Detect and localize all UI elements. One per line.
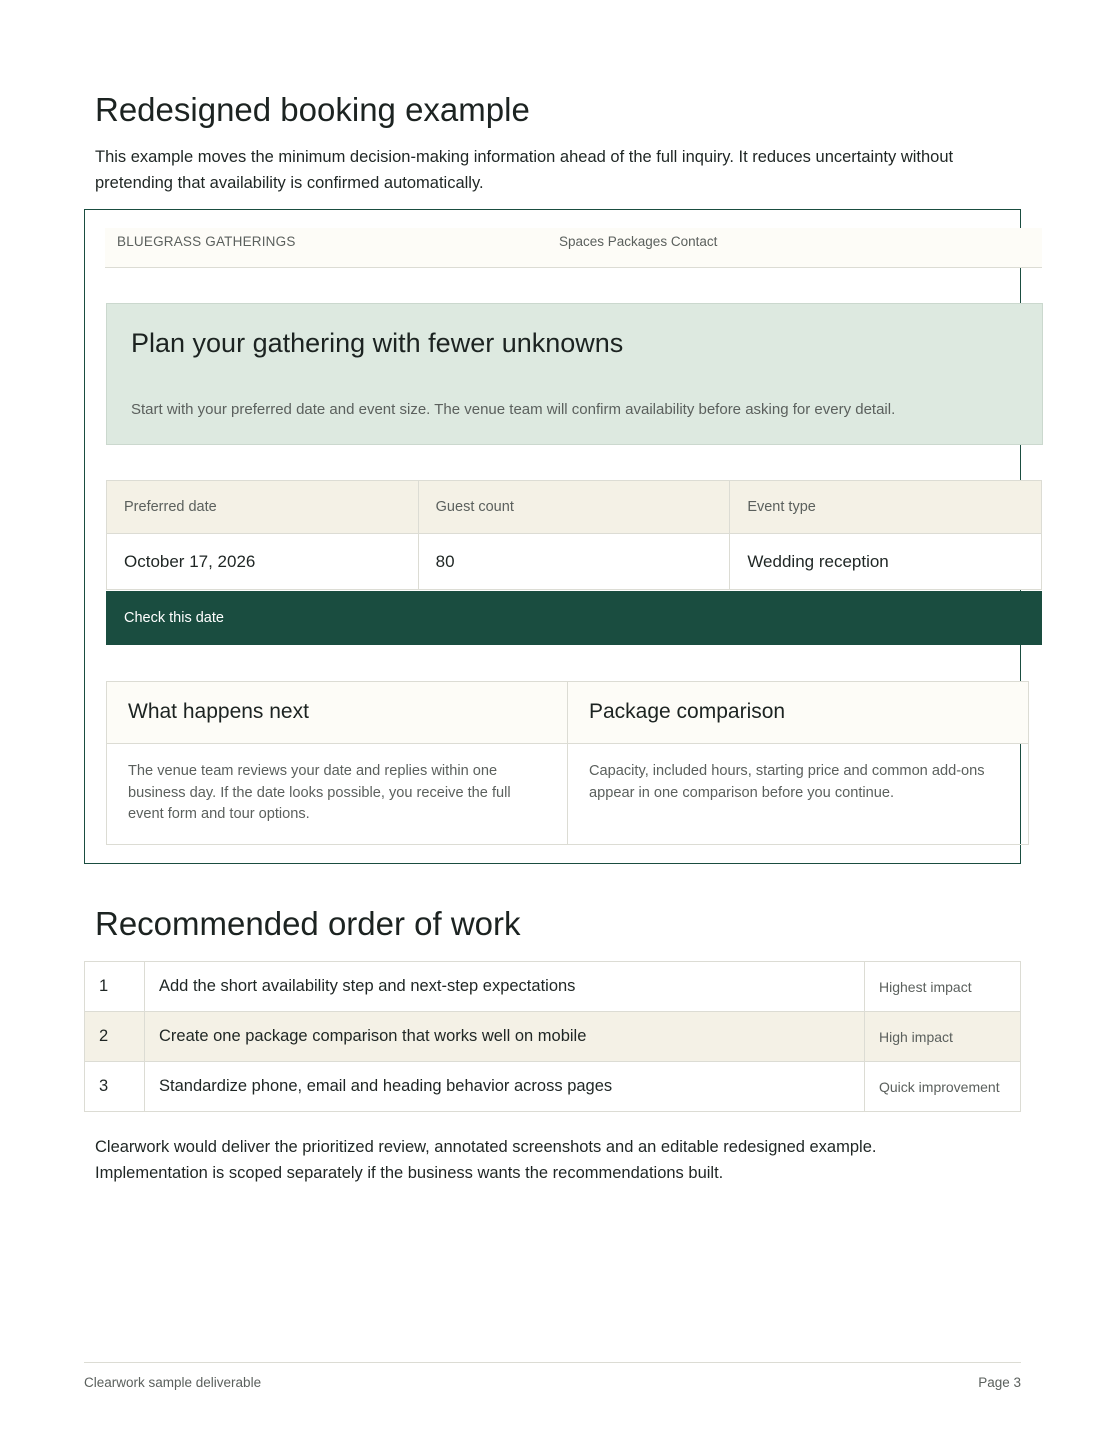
row-impact: High impact bbox=[865, 1012, 1021, 1062]
row-number: 3 bbox=[85, 1062, 145, 1112]
guest-count-field[interactable]: 80 bbox=[418, 534, 730, 590]
nav-links[interactable]: Spaces Packages Contact bbox=[559, 234, 718, 249]
event-type-field[interactable]: Wedding reception bbox=[730, 534, 1042, 590]
row-task: Create one package comparison that works well on mobile bbox=[145, 1012, 865, 1062]
field-label-guests: Guest count bbox=[418, 481, 730, 534]
page-number: Page 3 bbox=[978, 1375, 1021, 1390]
row-number: 1 bbox=[85, 962, 145, 1012]
section-title: Redesigned booking example bbox=[95, 91, 530, 128]
card-package-comparison bbox=[567, 682, 1028, 844]
table-row bbox=[85, 1062, 1021, 1112]
closing-line-2: Implementation is scoped separately if the business wants the recommendations built. bbox=[95, 1164, 724, 1182]
intro-line-2: pretending that availability is confirmed automatically. bbox=[95, 174, 484, 192]
order-title: Recommended order of work bbox=[95, 905, 521, 942]
hero-subtitle: Start with your preferred date and event size. The venue team will confirm availability before asking for every detail. bbox=[131, 401, 896, 418]
brand-logo-text[interactable]: BLUEGRASS GATHERINGS bbox=[117, 234, 296, 249]
field-label-event-type: Event type bbox=[730, 481, 1042, 534]
row-impact: Quick improvement bbox=[865, 1062, 1021, 1112]
info-cards bbox=[106, 681, 1029, 845]
table-row bbox=[85, 1012, 1021, 1062]
card-title: Package comparison bbox=[568, 682, 1028, 744]
intro-line-1: This example moves the minimum decision-making information ahead of the full inquiry. It reduces uncertainty without bbox=[95, 148, 954, 166]
card-title: What happens next bbox=[107, 682, 567, 744]
check-date-button[interactable]: Check this date bbox=[106, 591, 1042, 645]
card-what-happens-next bbox=[107, 682, 567, 844]
card-body: Capacity, included hours, starting price and common add-ons appear in one comparison before you continue. bbox=[589, 763, 985, 801]
hero-title: Plan your gathering with fewer unknowns bbox=[131, 328, 624, 358]
availability-form bbox=[106, 480, 1042, 590]
row-number: 2 bbox=[85, 1012, 145, 1062]
order-table bbox=[84, 961, 1021, 1112]
row-impact: Highest impact bbox=[865, 962, 1021, 1012]
row-task: Add the short availability step and next-step expectations bbox=[145, 962, 865, 1012]
field-label-date: Preferred date bbox=[107, 481, 419, 534]
closing-line-1: Clearwork would deliver the prioritized review, annotated screenshots and an editable redesigned example. bbox=[95, 1138, 877, 1156]
row-task: Standardize phone, email and heading behavior across pages bbox=[145, 1062, 865, 1112]
date-field[interactable]: October 17, 2026 bbox=[107, 534, 419, 590]
footer-divider bbox=[84, 1362, 1021, 1363]
mockup-nav-bar bbox=[105, 228, 1042, 268]
hero-panel bbox=[106, 303, 1043, 445]
table-row bbox=[85, 962, 1021, 1012]
footer-left: Clearwork sample deliverable bbox=[84, 1375, 262, 1390]
card-body: The venue team reviews your date and replies within one business day. If the date looks possible, you receive the full event form and tour options. bbox=[128, 763, 511, 822]
